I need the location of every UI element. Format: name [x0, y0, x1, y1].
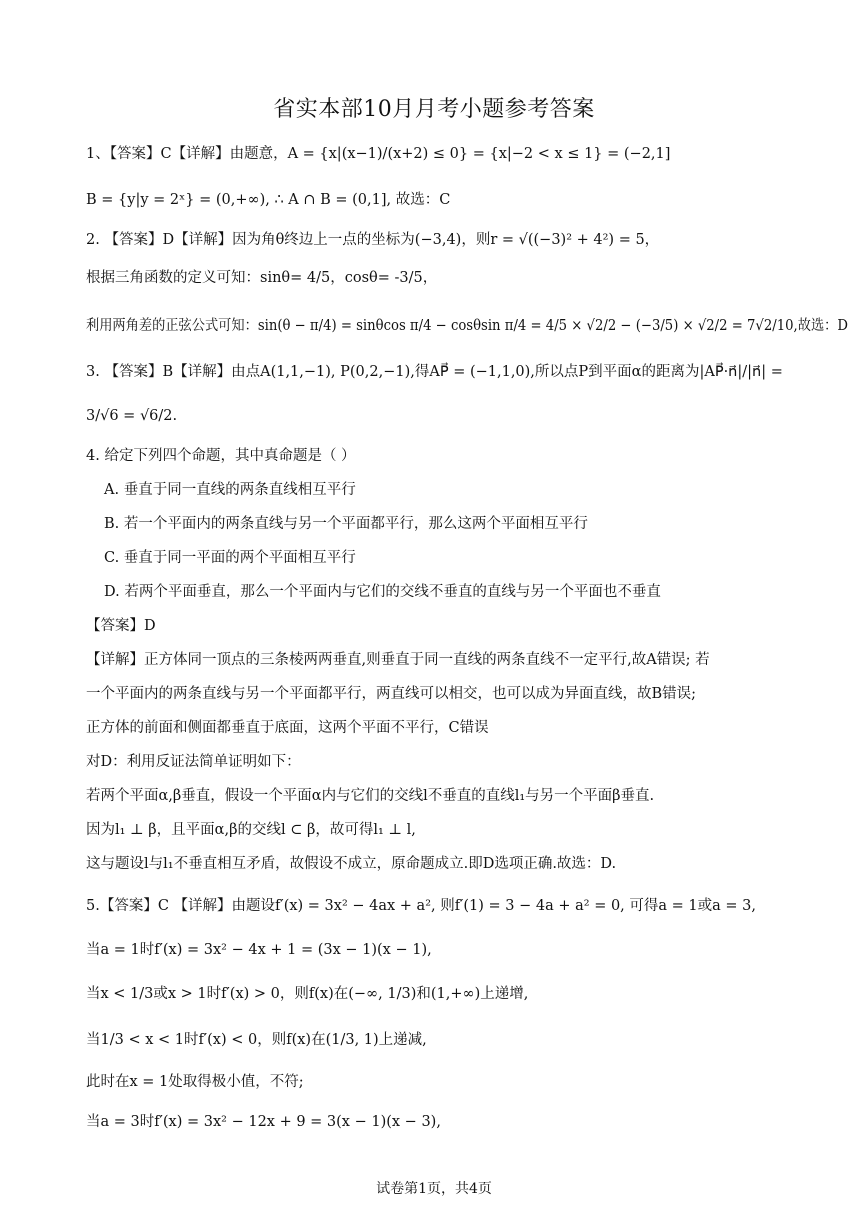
- text-line: 正方体的前面和侧面都垂直于底面，这两个平面不平行，C错误: [86, 720, 489, 736]
- text-line: 当x < 1/3或x > 1时f′(x) > 0，则f(x)在(−∞, 1/3)和(1,+∞)上递增,: [86, 986, 529, 1002]
- text-line: 利用两角差的正弦公式可知：sin(θ − π/4) = sinθcos π/4 − cosθsin π/4 = 4/5 × √2/2 − (−3/5) × √2/2 = 7√2/10,故选：D: [86, 318, 848, 334]
- option-b: B. 若一个平面内的两条直线与另一个平面都平行，那么这两个平面相互平行: [104, 516, 588, 532]
- text-line: 根据三角函数的定义可知：sinθ= 4/5，cosθ= -3/5，: [86, 270, 438, 286]
- text-line: 一个平面内的两条直线与另一个平面都平行，两直线可以相交，也可以成为异面直线，故B错误;: [86, 686, 697, 702]
- text-line: 3. 【答案】B【详解】由点A(1,1,−1), P(0,2,−1),得AP⃗ = (−1,1,0),所以点P到平面α的距离为|AP⃗·n⃗|/|n⃗| =: [86, 364, 783, 380]
- text-line: 当1/3 < x < 1时f′(x) < 0，则f(x)在(1/3, 1)上递减,: [86, 1032, 427, 1048]
- text-line: 3/√6 = √6/2.: [86, 408, 178, 424]
- page-footer: 试卷第1页，共4页: [376, 1181, 492, 1197]
- text-line: 1、【答案】C【详解】由题意，A = {x|(x−1)/(x+2) ≤ 0} = {x|−2 < x ≤ 1} = (−2,1]: [86, 146, 671, 162]
- text-line: 当a = 3时f′(x) = 3x² − 12x + 9 = 3(x − 1)(x − 3),: [86, 1114, 441, 1130]
- text-line: B = {y|y = 2ˣ} = (0,+∞), ∴ A ∩ B = (0,1], 故选：C: [86, 192, 451, 208]
- option-c: C. 垂直于同一平面的两个平面相互平行: [104, 550, 356, 566]
- text-line: 因为l₁ ⊥ β，且平面α,β的交线l ⊂ β，故可得l₁ ⊥ l,: [86, 822, 416, 838]
- option-a: A. 垂直于同一直线的两条直线相互平行: [104, 482, 356, 498]
- text-line: 【详解】正方体同一顶点的三条棱两两垂直,则垂直于同一直线的两条直线不一定平行,故A错误; 若: [86, 652, 710, 668]
- answer-label: 【答案】D: [86, 618, 156, 634]
- text-line: 当a = 1时f′(x) = 3x² − 4x + 1 = (3x − 1)(x − 1),: [86, 942, 432, 958]
- text-line: 此时在x = 1处取得极小值，不符;: [86, 1074, 304, 1090]
- text-line: 若两个平面α,β垂直，假设一个平面α内与它们的交线l不垂直的直线l₁与另一个平面β垂直.: [86, 788, 655, 804]
- text-line: 2. 【答案】D【详解】因为角θ终边上一点的坐标为(−3,4)，则r = √((−3)² + 4²) = 5，: [86, 232, 660, 248]
- text-line: 这与题设l与l₁不垂直相互矛盾，故假设不成立，原命题成立.即D选项正确.故选：D.: [86, 856, 617, 872]
- option-d: D. 若两个平面垂直，那么一个平面内与它们的交线不垂直的直线与另一个平面也不垂直: [104, 584, 661, 600]
- page-title: 省实本部10月月考小题参考答案: [273, 97, 595, 122]
- question-stem: 4. 给定下列四个命题，其中真命题是（ ）: [86, 448, 356, 464]
- text-line: 5.【答案】C 【详解】由题设f′(x) = 3x² − 4ax + a², 则f′(1) = 3 − 4a + a² = 0, 可得a = 1或a = 3,: [86, 898, 756, 914]
- text-line: 对D：利用反证法简单证明如下：: [86, 754, 301, 770]
